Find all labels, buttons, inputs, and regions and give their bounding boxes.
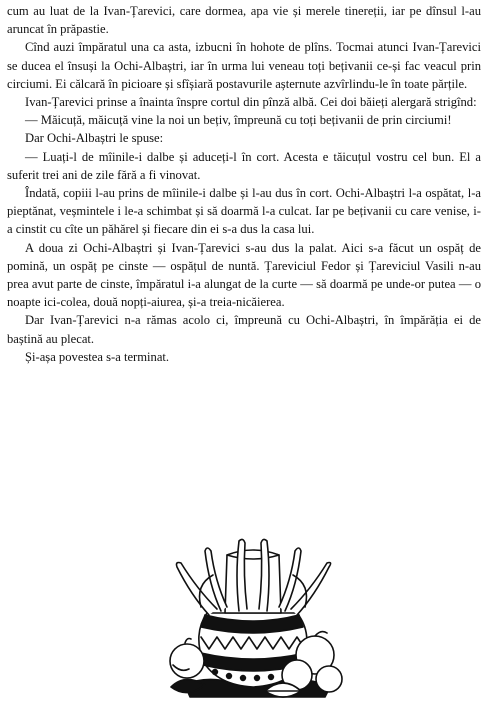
dialogue-line: — Luați-l de mîinile-i dalbe și aduceți-l în cort. Acesta e tăicuțul vostru cel bun. El a suferit trei ani de zile fără a fi vinovat. xyxy=(7,149,481,182)
dialogue-line: — Măicuță, măicuță vine la noi un bețiv, împreună cu toți bețivanii de prin circiumi! xyxy=(25,113,452,128)
paragraph: cum au luat de la Ivan-Țarevici, care dormea, apa vie și merele tinereții, iar pe dînsul l-au aruncat în prăpastie. xyxy=(7,4,481,37)
closing-line: Și-așa povestea s-a terminat. xyxy=(25,349,170,364)
story-text xyxy=(7,2,481,366)
paragraph: Ivan-Țarevici prinse a înainta înspre cortul din pînză albă. Cei doi băieți alergară strigînd: xyxy=(25,95,477,110)
paragraph: Dar Ochi-Albaștri le spuse: xyxy=(25,131,164,146)
pitcher-with-fruits-icon xyxy=(165,515,345,700)
paragraph: A doua zi Ochi-Albaștri și Ivan-Țarevici s-au dus la palat. Aici s-a făcut un ospăț de pomină, un ospăț pe cinste — ospățul de nuntă. Țareviciul Fedor și Țareviciul Vasili n-au prea avut parte de cinste, împăratul i-a alungat de la curte — să doarmă pe unde-or putea — o noapte ici-colea, două nopți-aiurea, și-a treia-nicăierea. xyxy=(7,240,481,310)
paragraph: Dar Ivan-Țarevici n-a rămas acolo ci, împreună cu Ochi-Albaștri, în împărăția ei de baștină au plecat. xyxy=(7,313,481,346)
paragraph: Cînd auzi împăratul una ca asta, izbucni în hohote de plîns. Tocmai atunci Ivan-Țarevici se ducea el însuși la Ochi-Albaștri, iar în urma lui veneau toți bețivanii ce-și fac veacul prin circiumi. Ei călcară în picioare și sfîșiară postavurile așternute azvîrlindu-le în toate părțile. xyxy=(7,40,481,91)
paragraph: Îndată, copiii l-au prins de mîinile-i dalbe și l-au dus în cort. Ochi-Albaștri l-a ospătat, l-a pieptănat, veșmintele i le-a schimbat și să doarmă l-a culcat. Iar pe bețivanii cu care venise, i-a cinstit cu cîte un păhărel și fiecare din ei s-a dus la casa lui. xyxy=(7,186,481,237)
